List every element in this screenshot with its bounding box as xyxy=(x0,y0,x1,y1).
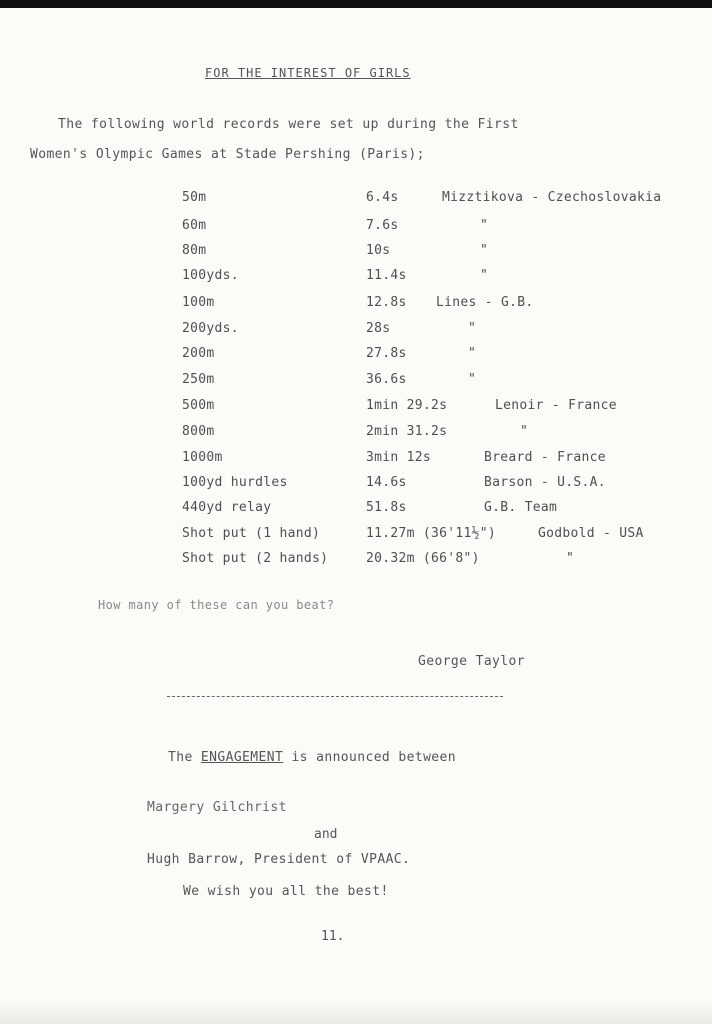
intro-line-2: Women's Olympic Games at Stade Pershing (Paris); xyxy=(30,147,425,162)
record-row xyxy=(0,551,712,571)
record-event: 500m xyxy=(182,398,215,413)
record-event: 250m xyxy=(182,372,215,387)
record-event: 200m xyxy=(182,346,215,361)
record-time: 1min 29.2s xyxy=(366,398,448,413)
record-holder: " xyxy=(468,321,477,336)
record-time: 6.4s xyxy=(366,190,399,205)
record-holder: " xyxy=(520,424,529,439)
record-holder: " xyxy=(566,551,575,566)
question-text: How many of these can you beat? xyxy=(98,598,335,612)
engagement-suffix: is announced between xyxy=(291,750,456,765)
record-row xyxy=(0,450,712,470)
record-time: 11.27m (36'11½") xyxy=(366,526,497,541)
engagement-announcement xyxy=(168,750,456,765)
record-holder: Godbold - USA xyxy=(538,526,644,541)
record-event: 60m xyxy=(182,218,207,233)
scan-top-edge xyxy=(0,0,712,8)
record-row xyxy=(0,321,712,341)
record-holder: G.B. Team xyxy=(484,500,558,515)
record-event: Shot put (1 hand) xyxy=(182,526,321,541)
record-row xyxy=(0,268,712,288)
record-event: 50m xyxy=(182,190,207,205)
record-event: 100yd hurdles xyxy=(182,475,288,490)
record-holder: Mizztikova - Czechoslovakia xyxy=(442,190,662,205)
record-holder: Lenoir - France xyxy=(495,398,617,413)
record-event: 80m xyxy=(182,243,207,258)
record-holder: Lines - G.B. xyxy=(436,295,534,310)
engaged-person-1: Margery Gilchrist xyxy=(147,800,287,815)
record-time: 7.6s xyxy=(366,218,399,233)
engaged-person-2: Hugh Barrow, President of VPAAC. xyxy=(147,852,411,867)
record-time: 2min 31.2s xyxy=(366,424,448,439)
conjunction-text: and xyxy=(314,827,338,842)
well-wishes-text: We wish you all the best! xyxy=(183,884,389,899)
record-event: 100m xyxy=(182,295,215,310)
record-event: Shot put (2 hands) xyxy=(182,551,329,566)
record-holder: Barson - U.S.A. xyxy=(484,475,606,490)
record-time: 14.6s xyxy=(366,475,407,490)
scan-bottom-shadow xyxy=(0,1000,712,1024)
record-row xyxy=(0,243,712,263)
record-event: 1000m xyxy=(182,450,223,465)
intro-line-1: The following world records were set up during the First xyxy=(58,117,519,132)
record-event: 100yds. xyxy=(182,268,239,283)
record-row xyxy=(0,475,712,495)
record-time: 12.8s xyxy=(366,295,407,310)
record-row xyxy=(0,190,712,210)
record-holder: " xyxy=(480,268,489,283)
record-time: 3min 12s xyxy=(366,450,432,465)
record-time: 10s xyxy=(366,243,391,258)
record-row xyxy=(0,500,712,520)
record-event: 800m xyxy=(182,424,215,439)
record-holder: " xyxy=(468,346,477,361)
record-event: 200yds. xyxy=(182,321,239,336)
record-holder: " xyxy=(480,218,489,233)
author-signature: George Taylor xyxy=(418,654,525,669)
record-time: 27.8s xyxy=(366,346,407,361)
record-holder: Breard - France xyxy=(484,450,606,465)
record-row xyxy=(0,398,712,418)
section-divider xyxy=(167,696,503,697)
record-time: 20.32m (66'8") xyxy=(366,551,480,566)
record-time: 11.4s xyxy=(366,268,407,283)
record-row xyxy=(0,424,712,444)
record-row xyxy=(0,372,712,392)
record-row xyxy=(0,218,712,238)
page-heading: FOR THE INTEREST OF GIRLS xyxy=(205,66,411,80)
engagement-prefix: The xyxy=(168,750,193,765)
engagement-highlight: ENGAGEMENT xyxy=(200,750,284,765)
record-row xyxy=(0,346,712,366)
record-event: 440yd relay xyxy=(182,500,272,515)
record-time: 51.8s xyxy=(366,500,407,515)
record-holder: " xyxy=(468,372,477,387)
record-row xyxy=(0,526,712,546)
record-time: 28s xyxy=(366,321,391,336)
record-row xyxy=(0,295,712,315)
page-number: 11. xyxy=(321,929,345,944)
record-holder: " xyxy=(480,243,489,258)
record-time: 36.6s xyxy=(366,372,407,387)
